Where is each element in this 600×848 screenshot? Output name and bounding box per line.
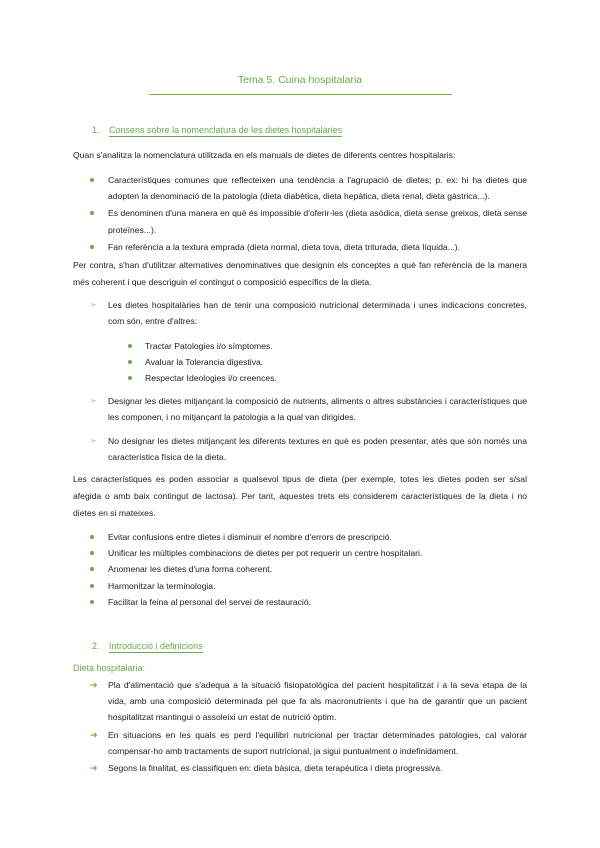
bullet-dot-icon <box>128 344 132 348</box>
list-item: Unificar les múltiples combinacions de dietes per pot requerir un centre hospitalari. <box>108 545 527 561</box>
page-title: Tema 5. Cuina hospitalaria <box>237 74 363 86</box>
arrow-list-1 <box>90 297 527 329</box>
list-item: ➢ Designar les dietes mitjançant la composició de nutrients, aliments o altres substàncies i característiques que les componen, i no mitjançant la patologia a la qual van dirigides. <box>108 393 527 425</box>
contrast-paragraph: Per contra, s'han d'utilitzar alternatives denominatives que designin els conceptes a què fan referència de la manera més coherent i que descriguin el contingut o composició específics de la dieta. <box>73 260 527 288</box>
bullet-dot-icon <box>90 584 94 588</box>
list-item: Harmonitzar la terminologia. <box>108 578 527 594</box>
bullet-dot-icon <box>90 600 94 604</box>
bullet-dot-icon <box>128 360 132 364</box>
list-item: Tractar Patologies i/o símptomes. <box>145 338 525 354</box>
section-2-number: 2. <box>92 641 100 651</box>
list-item: ➢ Les dietes hospitalàries han de tenir una composició nutricional determinada i unes indicacions concretes, com són, entre d'altres: <box>108 297 527 329</box>
section-2-heading <box>92 641 203 651</box>
right-arrow-icon: ➔ <box>90 763 98 774</box>
bullet-dot-icon <box>90 567 94 571</box>
list-item: Es denominen d'una manera en què és impossible d'oferir-les (dieta asòdica, dieta sense greixos, dieta sense proteïnes...). <box>108 205 527 237</box>
list-item: ➢ No designar les dietes mitjançant les diferents textures en què es poden presentar, atès que són només una característica física de la dieta. <box>108 433 527 465</box>
triangle-arrow-icon: ➢ <box>90 396 97 405</box>
goals-bullet-list <box>108 529 527 610</box>
definition-subheading: Dieta hospitalaria: <box>73 663 146 673</box>
list-item: Avaluar la Tolerancia digestiva. <box>145 354 525 370</box>
list-item: ➔ Pla d'alimentació que s'adequa a la situació fisiopatològica del pacient hospitalitzat i a la seva etapa de la vida, amb una composició determinada pel que fa als macronutrients i que ha de garantir que un pacient hospitalitzat mantingui o assoleixi un estat de nutrició òptim. <box>108 677 527 726</box>
definition-list <box>90 677 527 776</box>
traits-paragraph: Les característiques es poden associar a qualsevol tipus de dieta (per exemple, totes les dietes poden ser s/sal afegida o amb baix contingut de lactosa). Per tant, aquestes trets els considerem característiques de la dieta i no dietes en si mateixes. <box>73 474 527 519</box>
list-item: Fan referència a la textura emprada (dieta normal, dieta tova, dieta triturada, dieta líquida...). <box>108 239 527 255</box>
title-underline <box>149 94 452 95</box>
bullet-dot-icon <box>90 245 94 249</box>
triangle-arrow-icon: ➢ <box>90 300 97 309</box>
right-arrow-icon: ➔ <box>90 680 98 690</box>
triangle-arrow-icon: ➢ <box>90 436 97 445</box>
list-item: ➔ Segons la finalitat, es classifiquen en: dieta bàsica, dieta terapèutica i dieta progressiva. <box>108 760 527 776</box>
list-item: Característiques comunes que reflecteixen una tendència a l'agrupació de dietes; p. ex: hi ha dietes que adopten la denominació de la patologia (dieta diabètica, dieta hepàtica, dieta renal, dieta gàstrica...). <box>108 172 527 204</box>
bullet-dot-icon <box>90 535 94 539</box>
bullet-dot-icon <box>90 178 94 182</box>
list-item: Respectar Ideologies i/o creences. <box>145 370 525 386</box>
section-1-title: Consens sobre la nomenclatura de les dietes hospitalàries <box>109 125 343 135</box>
section-2-title: Introducció i definicions <box>109 641 203 651</box>
section-1-intro: Quan s'analitza la nomenclatura utilitzada en els manuals de dietes de diferents centres hospitalaris: <box>73 150 456 160</box>
bullet-dot-icon <box>128 376 132 380</box>
bullet-dot-icon <box>90 551 94 555</box>
arrow-list-3 <box>90 433 527 465</box>
arrow-list-2 <box>90 393 527 425</box>
list-item: Evitar confusions entre dietes i disminuir el nombre d'errors de prescripció. <box>108 529 527 545</box>
bullet-dot-icon <box>90 211 94 215</box>
list-item: Facilitar la feina al personal del servei de restauració. <box>108 594 527 610</box>
nomenclature-bullet-list <box>108 172 527 255</box>
list-item: Anomenar les dietes d'una forma coherent. <box>108 561 527 577</box>
right-arrow-icon: ➔ <box>90 729 98 740</box>
section-1-heading <box>92 125 342 135</box>
indication-sub-list <box>145 338 525 387</box>
section-1-number: 1. <box>92 125 100 135</box>
list-item: ➔ En situacions en les quals es perd l'equilibri nutricional per tractar determinades patologies, cal valorar compensar-ho amb tractaments de suport nutricional, ja sigui puntualment o indefinidament. <box>108 727 527 759</box>
